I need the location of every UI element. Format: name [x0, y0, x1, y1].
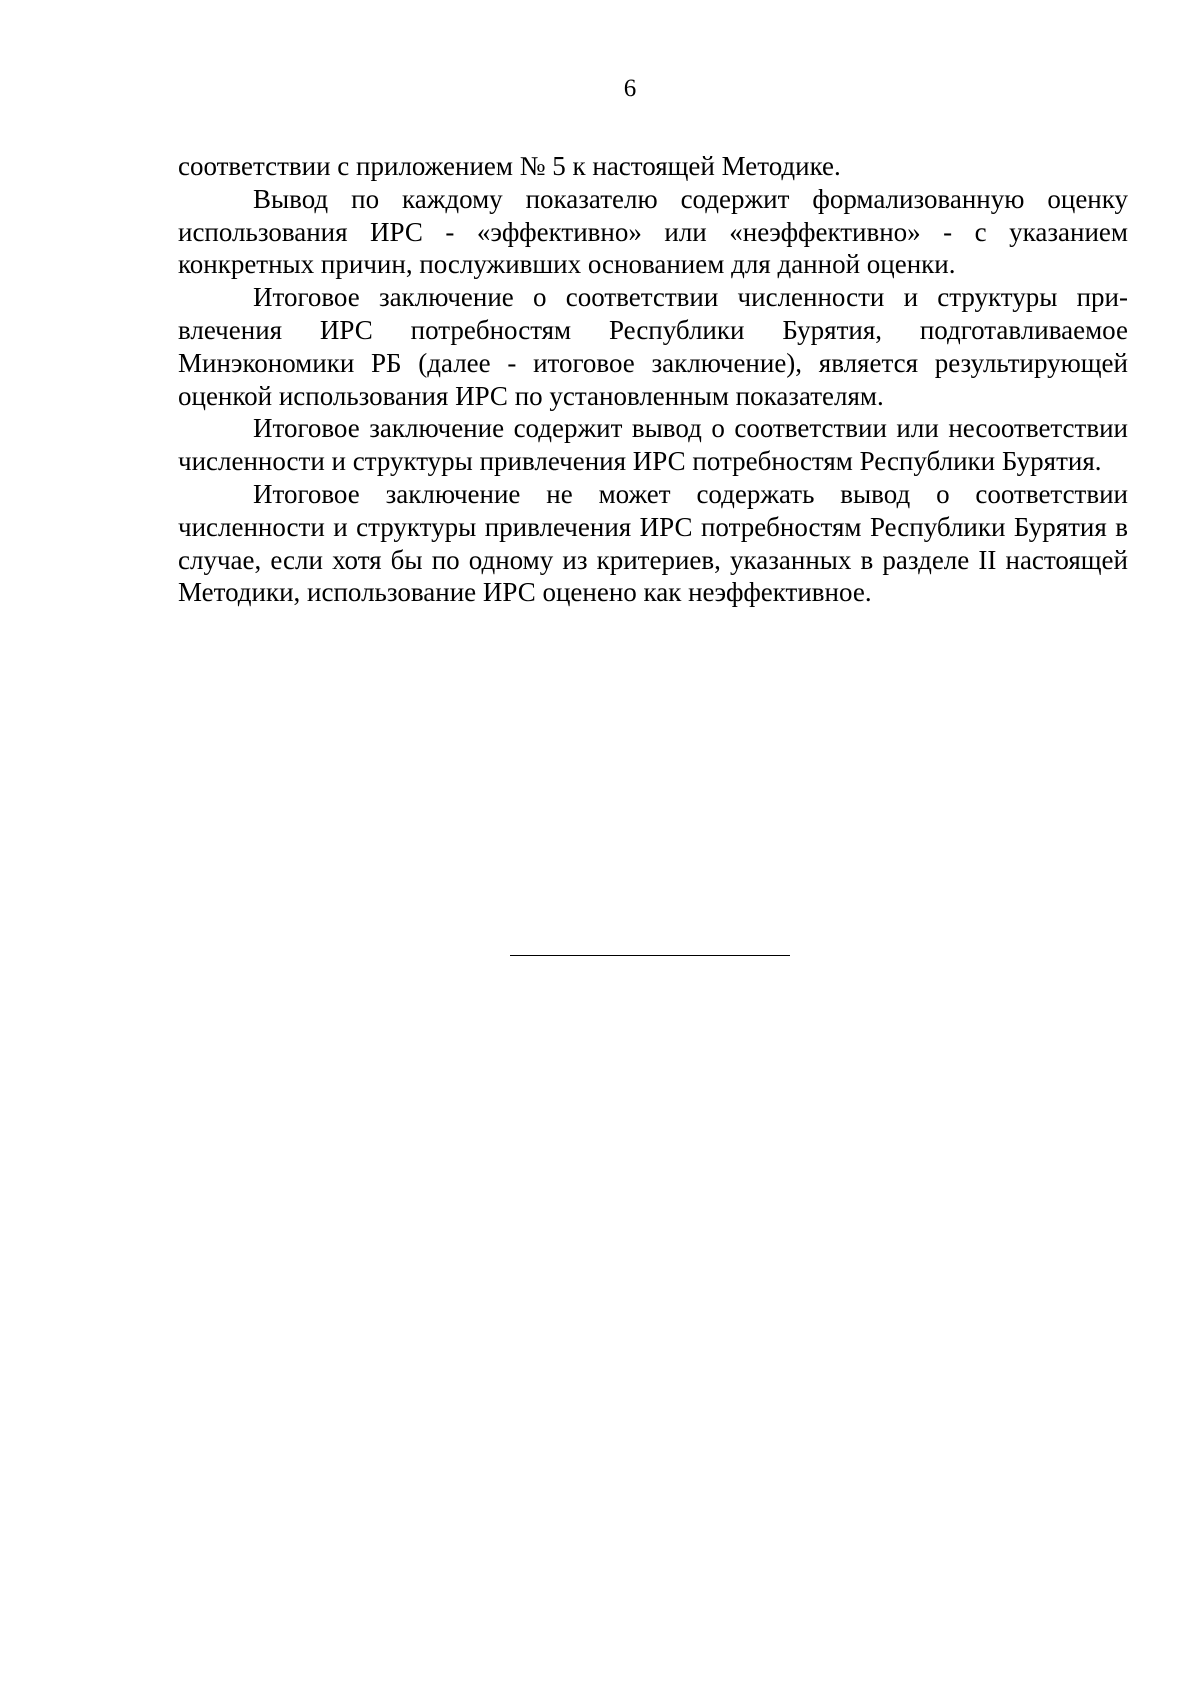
paragraph-final-conclusion-content: Итоговое заключение содержит вывод о соответствии или несоответствии численности и структуры привлечения ИРС потребностям Республики Бурятия.	[178, 413, 1128, 477]
paragraph-final-conclusion-definition: Итоговое заключение о соответствии численности и структуры привлечения ИРС потребностям Республики Бурятия, подготавливаемое Минэкономики РБ (далее - итоговое заключение), является результирующей оценкой использования ИРС по установленным показателям.	[178, 282, 1128, 411]
document-body	[178, 150, 1128, 609]
paragraph-indicator-conclusion: Вывод по каждому показателю содержит формализованную оценку использования ИРС - «эффективно» или «неэффективно» - с указанием конкретных причин, послуживших основанием для данной оценки.	[178, 183, 1128, 280]
paragraph-final-conclusion-restriction: Итоговое заключение не может содержать вывод о соответствии численности и структуры привлечения ИРС потребностям Республики Бурятия в случае, если хотя бы по одному из критериев, указанных в разделе II настоящей Методики, использование ИРС оценено как неэффективное.	[178, 478, 1128, 608]
end-separator-line	[510, 955, 790, 956]
paragraph-continuation: соответствии с приложением № 5 к настоящей Методике.	[178, 151, 841, 181]
page-number: 6	[623, 75, 637, 102]
